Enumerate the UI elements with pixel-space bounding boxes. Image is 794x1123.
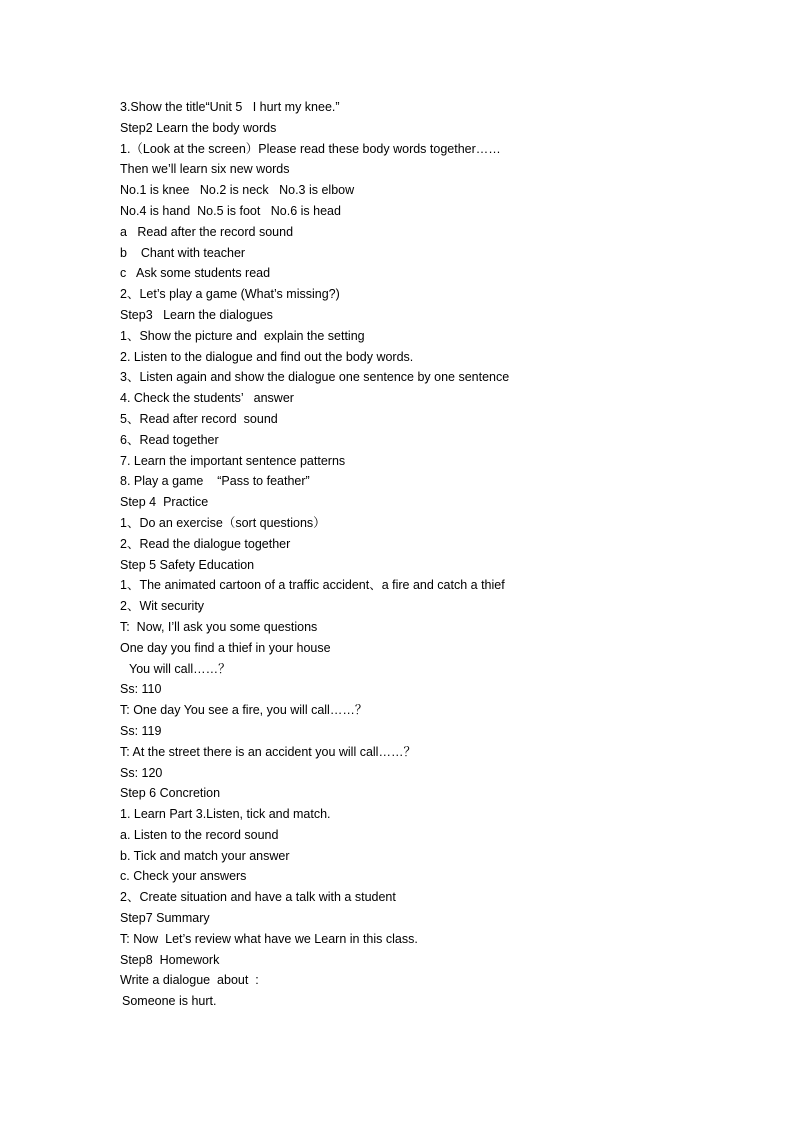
text-line: You will call……？ — [129, 661, 231, 676]
section-heading: Step3 Learn the dialogues — [120, 307, 273, 322]
section-heading: Step8 Homework — [120, 952, 220, 967]
text-line: 2、Let’s play a game (What’s missing?) — [120, 287, 340, 302]
text-line: 2、Wit security — [120, 599, 205, 614]
text-line: 1、Show the picture and explain the setting — [120, 328, 365, 343]
text-line: 2、Read the dialogue together — [120, 536, 291, 551]
text-line: Ss: 120 — [120, 765, 163, 780]
text-line: One day you find a thief in your house — [120, 640, 331, 655]
section-heading: Step 5 Safety Education — [120, 557, 255, 572]
text-line: c. Check your answers — [120, 869, 247, 884]
text-line: Someone is hurt. — [122, 994, 217, 1009]
text-line: Ss: 119 — [120, 723, 162, 738]
text-line: 7. Learn the important sentence patterns — [120, 453, 346, 468]
text-line: 3.Show the title“Unit 5 I hurt my knee.” — [120, 100, 340, 114]
text-line: Then we’ll learn six new words — [120, 162, 290, 177]
text-line: 2. Listen to the dialogue and find out the body words. — [120, 349, 414, 364]
text-line: No.4 is hand No.5 is foot No.6 is head — [120, 203, 341, 218]
text-line: 5、Read after record sound — [120, 411, 278, 426]
section-heading: Step 4 Practice — [120, 495, 209, 510]
document-body — [120, 97, 680, 1012]
text-line: 1、Do an exercise（sort questions） — [120, 515, 326, 530]
text-line: Write a dialogue about : — [120, 973, 259, 988]
text-line: 1、The animated cartoon of a traffic accident、a fire and catch a thief — [120, 578, 505, 593]
text-line: b. Tick and match your answer — [120, 848, 290, 863]
text-line: No.1 is knee No.2 is neck No.3 is elbow — [120, 183, 355, 198]
text-line: 4. Check the students’ answer — [120, 391, 294, 406]
section-heading: Step2 Learn the body words — [120, 120, 277, 135]
section-heading: Step7 Summary — [120, 911, 210, 926]
text-line: b Chant with teacher — [120, 245, 246, 260]
text-line: T: Now Let’s review what have we Learn in this class. — [120, 931, 418, 946]
text-line: 2、Create situation and have a talk with a student — [120, 890, 396, 905]
text-line: c Ask some students read — [120, 266, 271, 281]
text-line: 1.（Look at the screen）Please read these body words together…… — [120, 141, 501, 156]
text-line: 1. Learn Part 3.Listen, tick and match. — [120, 807, 331, 822]
text-line: 3、Listen again and show the dialogue one sentence by one sentence — [120, 370, 510, 385]
text-line: 8. Play a game “Pass to feather” — [120, 474, 310, 489]
text-line: T: Now, I’ll ask you some questions — [120, 619, 318, 634]
text-line: a. Listen to the record sound — [120, 827, 279, 842]
text-line: Ss: 110 — [120, 682, 162, 697]
text-line: 6、Read together — [120, 432, 219, 447]
text-line: a Read after the record sound — [120, 224, 294, 239]
text-line: T: At the street there is an accident you will call……？ — [120, 744, 416, 759]
section-heading: Step 6 Concretion — [120, 786, 221, 801]
text-line: T: One day You see a fire, you will call……？ — [120, 703, 368, 718]
